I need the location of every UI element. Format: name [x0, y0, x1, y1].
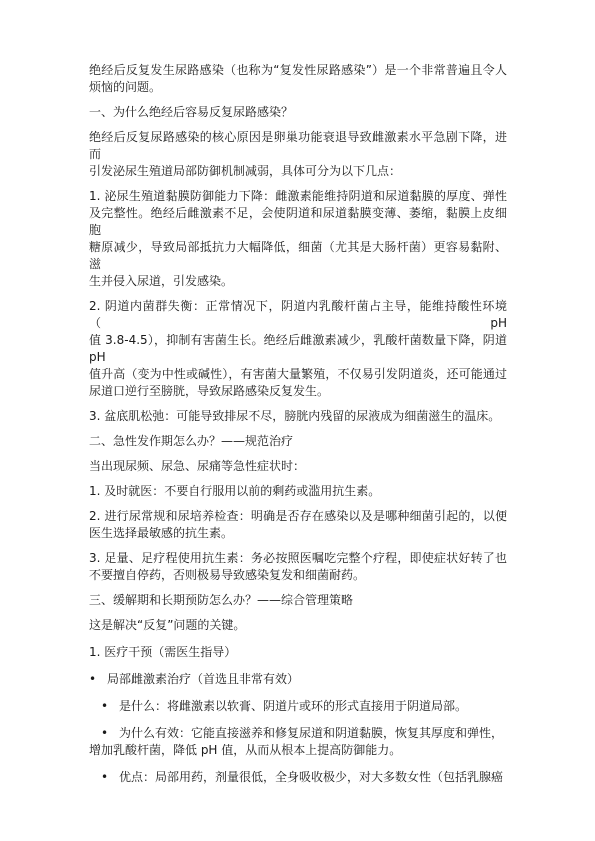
section-3-heading: 三、缓解期和长期预防怎么办？——综合管理策略: [89, 593, 354, 607]
text-line: 1. 及时就医：不要自行服用以前的剩药或滥用抗生素。: [89, 484, 381, 498]
text-line: 尿道口逆行至膀胱，导致尿路感染反复发生。: [89, 384, 330, 398]
text-line: 引发泌尿生殖道局部防御机制减弱，具体可分为以下几点：: [89, 164, 402, 178]
section-3-lead: 这是解决“反复”问题的关键。: [89, 618, 246, 632]
bullet-icon: •: [101, 726, 109, 740]
sub-bullet-item: [89, 725, 507, 759]
bullet-text: 为什么有效：它能直接滋养和修复尿道和阴道黏膜，恢复其厚度和弹性，: [119, 726, 504, 740]
bullet-icon: •: [89, 672, 97, 686]
text-line: 不要擅自停药，否则极易导致感染复发和细菌耐药。: [89, 568, 366, 582]
text-line: [89, 725, 507, 742]
text-line: 增加乳酸杆菌，降低 pH 值，从而从根本上提高防御能力。: [89, 743, 402, 757]
section-2-heading: 二、急性发作期怎么办？——规范治疗: [89, 434, 294, 448]
text-line: 2. 进行尿常规和尿培养检查：明确是否存在感染以及是哪种细菌引起的，以便: [89, 509, 507, 523]
text-line: 及完整性。绝经后雌激素不足，会使阴道和尿道黏膜变薄、萎缩，黏膜上皮细胞: [89, 206, 507, 237]
section-1-item-1: [89, 188, 507, 290]
text-line: 值 3.8-4.5），抑制有害菌生长。绝经后雌激素减少，乳酸杆菌数量下降，阴道 pH: [89, 333, 507, 364]
text-line: 3. 足量、足疗程使用抗生素：务必按照医嘱吃完整个疗程，即使症状好转了也: [89, 551, 507, 565]
intro-paragraph: [89, 62, 507, 96]
section-3-subheading: 1. 医疗干预（需医生指导）: [89, 645, 237, 659]
bullet-text: 优点：局部用药，剂量很低，全身吸收极少，对大多数女性（包括乳腺癌: [119, 770, 504, 784]
text-line: 烦恼的问题。: [89, 80, 162, 94]
sub-bullet-item: [89, 769, 507, 786]
section-1-item-3: [89, 408, 507, 425]
bullet-text: 是什么：将雌激素以软膏、阴道片或环的形式直接用于阴道局部。: [119, 699, 468, 713]
text-line: 糖原减少，导致局部抵抗力大幅降低，细菌（尤其是大肠杆菌）更容易黏附、滋: [89, 240, 507, 271]
document-page: [89, 62, 507, 786]
text-line: 绝经后反复尿路感染的核心原因是卵巢功能衰退导致雌激素水平急剧下降，进而: [89, 130, 507, 161]
bullet-item: [89, 671, 507, 688]
section-2-item-3: [89, 550, 507, 584]
text-line: 2. 阴道内菌群失衡：正常情况下，阴道内乳酸杆菌占主导，能维持酸性环境（pH: [89, 299, 507, 330]
bullet-text: 局部雌激素治疗（首选且非常有效）: [107, 672, 300, 686]
section-2-item-1: [89, 483, 507, 500]
section-1-heading: 一、为什么绝经后容易反复尿路感染？: [89, 105, 294, 119]
section-1-item-2: [89, 298, 507, 400]
text-line: 1. 泌尿生殖道黏膜防御能力下降：雌激素能维持阴道和尿道黏膜的厚度、弹性: [89, 189, 507, 203]
bullet-icon: •: [101, 699, 109, 713]
sub-bullet-item: [89, 698, 507, 715]
text-line: 绝经后反复发生尿路感染（也称为“复发性尿路感染”）是一个非常普遍且令人: [89, 63, 507, 77]
text-line: 3. 盆底肌松弛：可能导致排尿不尽，膀胱内残留的尿液成为细菌滋生的温床。: [89, 409, 501, 423]
section-2-lead: 当出现尿频、尿急、尿痛等急性症状时：: [89, 459, 306, 473]
section-2-item-2: [89, 508, 507, 542]
bullet-icon: •: [101, 770, 109, 784]
text-line: 生并侵入尿道，引发感染。: [89, 274, 234, 288]
text-line: 值升高（变为中性或碱性），有害菌大量繁殖，不仅易引发阴道炎，还可能通过: [89, 367, 507, 381]
section-1-paragraph: [89, 129, 507, 180]
text-line: 医生选择最敏感的抗生素。: [89, 526, 234, 540]
